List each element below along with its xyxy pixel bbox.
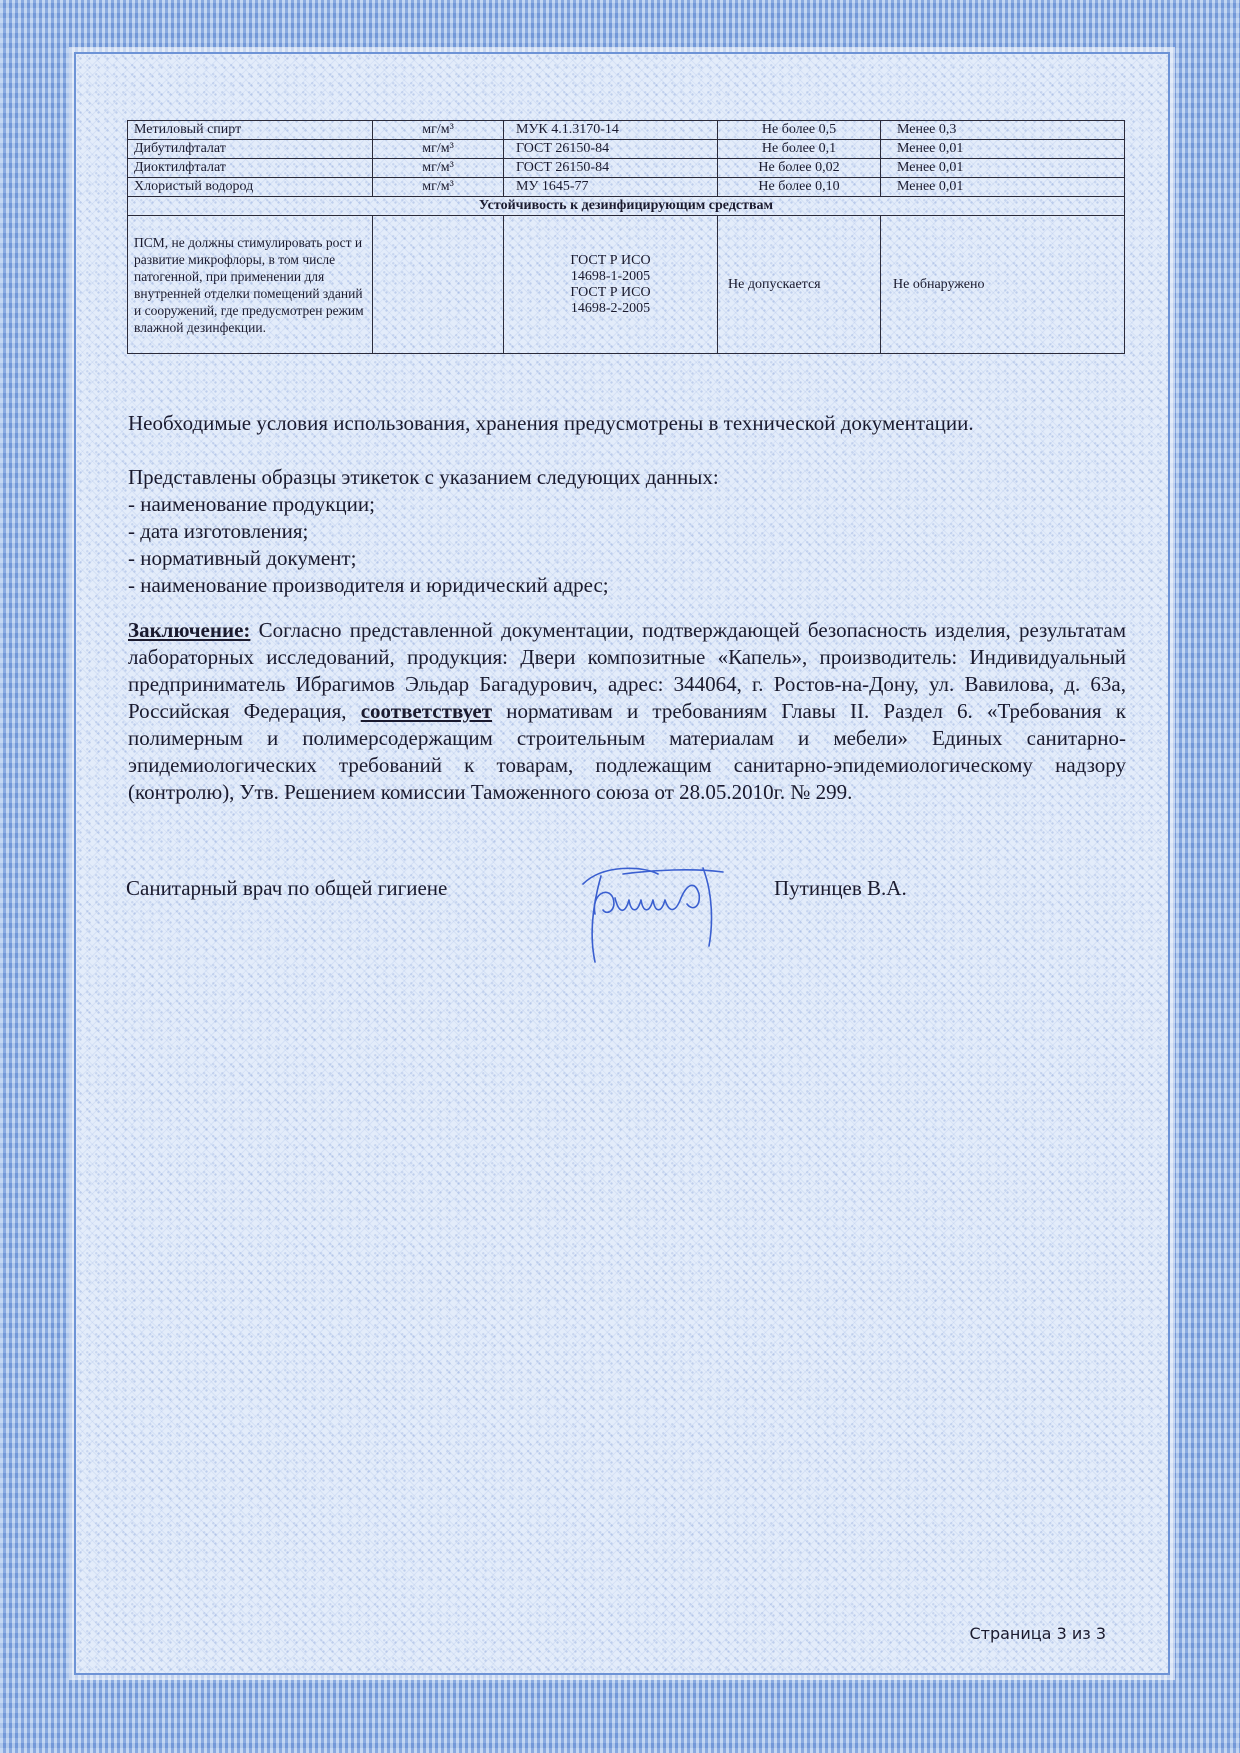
- labels-intro: Представлены образцы этикеток с указанием следующих данных:: [128, 465, 719, 489]
- substance-name: Диоктилфталат: [128, 159, 373, 178]
- result: Менее 0,3: [881, 121, 1125, 140]
- conclusion-label: Заключение:: [128, 618, 251, 642]
- conditions-paragraph: Необходимые условия использования, хранения предусмотрены в технической документации.: [128, 411, 974, 435]
- labels-block: [128, 464, 1126, 599]
- section-title: Устойчивость к дезинфицирующим средствам: [128, 197, 1125, 216]
- norm: Не более 0,10: [718, 178, 881, 197]
- certificate-page: [74, 52, 1170, 1675]
- method-line: 14698-1-2005: [570, 268, 651, 284]
- table-row: [128, 159, 1125, 178]
- substance-name: Дибутилфталат: [128, 140, 373, 159]
- method-line: ГОСТ Р ИСО: [570, 284, 651, 300]
- results-table-container: [127, 120, 1125, 354]
- table-section-header: [128, 197, 1125, 216]
- table-row: [128, 121, 1125, 140]
- substance-name: Хлористый водород: [128, 178, 373, 197]
- conclusion-text-end: нормативам и требованиям Главы II. Раздел 6. «Требования к полимерным и полимерсодержащим строительным материалам и мебели» Единых санитарно-эпидемиологических требований к товарам, подлежащим санитарно-эпидемиологическому надзору (контролю), Утв. Решением комиссии Таможенного союза от 28.05.2010г. № 299.: [128, 699, 1126, 804]
- method: МУ 1645-77: [504, 178, 718, 197]
- signer-name: Путинцев В.А.: [774, 876, 907, 900]
- method: ГОСТ 26150-84: [504, 159, 718, 178]
- conclusion-text: Согласно представленной документации, подтверждающей безопасность изделия, результатам лабораторных исследований, продукция: Двери композитные «Капель», производитель: Индивидуальный предприниматель Ибрагимов Эльдар Багадурович, адрес: 344064, г. Ростов-на-Дону, ул. Вавилова, д. 63а, Российская Федерация,: [128, 618, 1126, 723]
- table-row: [128, 178, 1125, 197]
- signer-role: Санитарный врач по общей гигиене: [126, 876, 448, 900]
- conclusion-paragraph: [128, 617, 1126, 806]
- conclusion-verdict: соответствует: [360, 699, 493, 723]
- table-row: [128, 140, 1125, 159]
- substance-name: Метиловый спирт: [128, 121, 373, 140]
- requirement-text: ПСМ, не должны стимулировать рост и развитие микрофлоры, в том числе патогенной, при применении для внутренней отделки помещений зданий и сооружений, где предусмотрен режим влажной дезинфекции.: [128, 216, 373, 354]
- unit-empty: [373, 216, 504, 354]
- list-item: - наименование продукции;: [128, 492, 375, 516]
- unit: мг/м³: [373, 140, 504, 159]
- norm: Не допускается: [718, 216, 881, 354]
- results-table: [127, 120, 1125, 354]
- method-line: 14698-2-2005: [570, 300, 651, 316]
- result: Менее 0,01: [881, 159, 1125, 178]
- result: Не обнаружено: [881, 216, 1125, 354]
- method: [504, 216, 718, 354]
- norm: Не более 0,02: [718, 159, 881, 178]
- table-row: [128, 216, 1125, 354]
- unit: мг/м³: [373, 159, 504, 178]
- list-item: - дата изготовления;: [128, 519, 309, 543]
- result: Менее 0,01: [881, 140, 1125, 159]
- page-number: Страница 3 из 3: [969, 1624, 1106, 1643]
- handwritten-signature-icon: [563, 854, 743, 974]
- method: МУК 4.1.3170-14: [504, 121, 718, 140]
- result: Менее 0,01: [881, 178, 1125, 197]
- norm: Не более 0,5: [718, 121, 881, 140]
- list-item: - нормативный документ;: [128, 546, 357, 570]
- method-line: ГОСТ Р ИСО: [570, 252, 651, 268]
- norm: Не более 0,1: [718, 140, 881, 159]
- method: ГОСТ 26150-84: [504, 140, 718, 159]
- unit: мг/м³: [373, 178, 504, 197]
- list-item: - наименование производителя и юридический адрес;: [128, 573, 609, 597]
- unit: мг/м³: [373, 121, 504, 140]
